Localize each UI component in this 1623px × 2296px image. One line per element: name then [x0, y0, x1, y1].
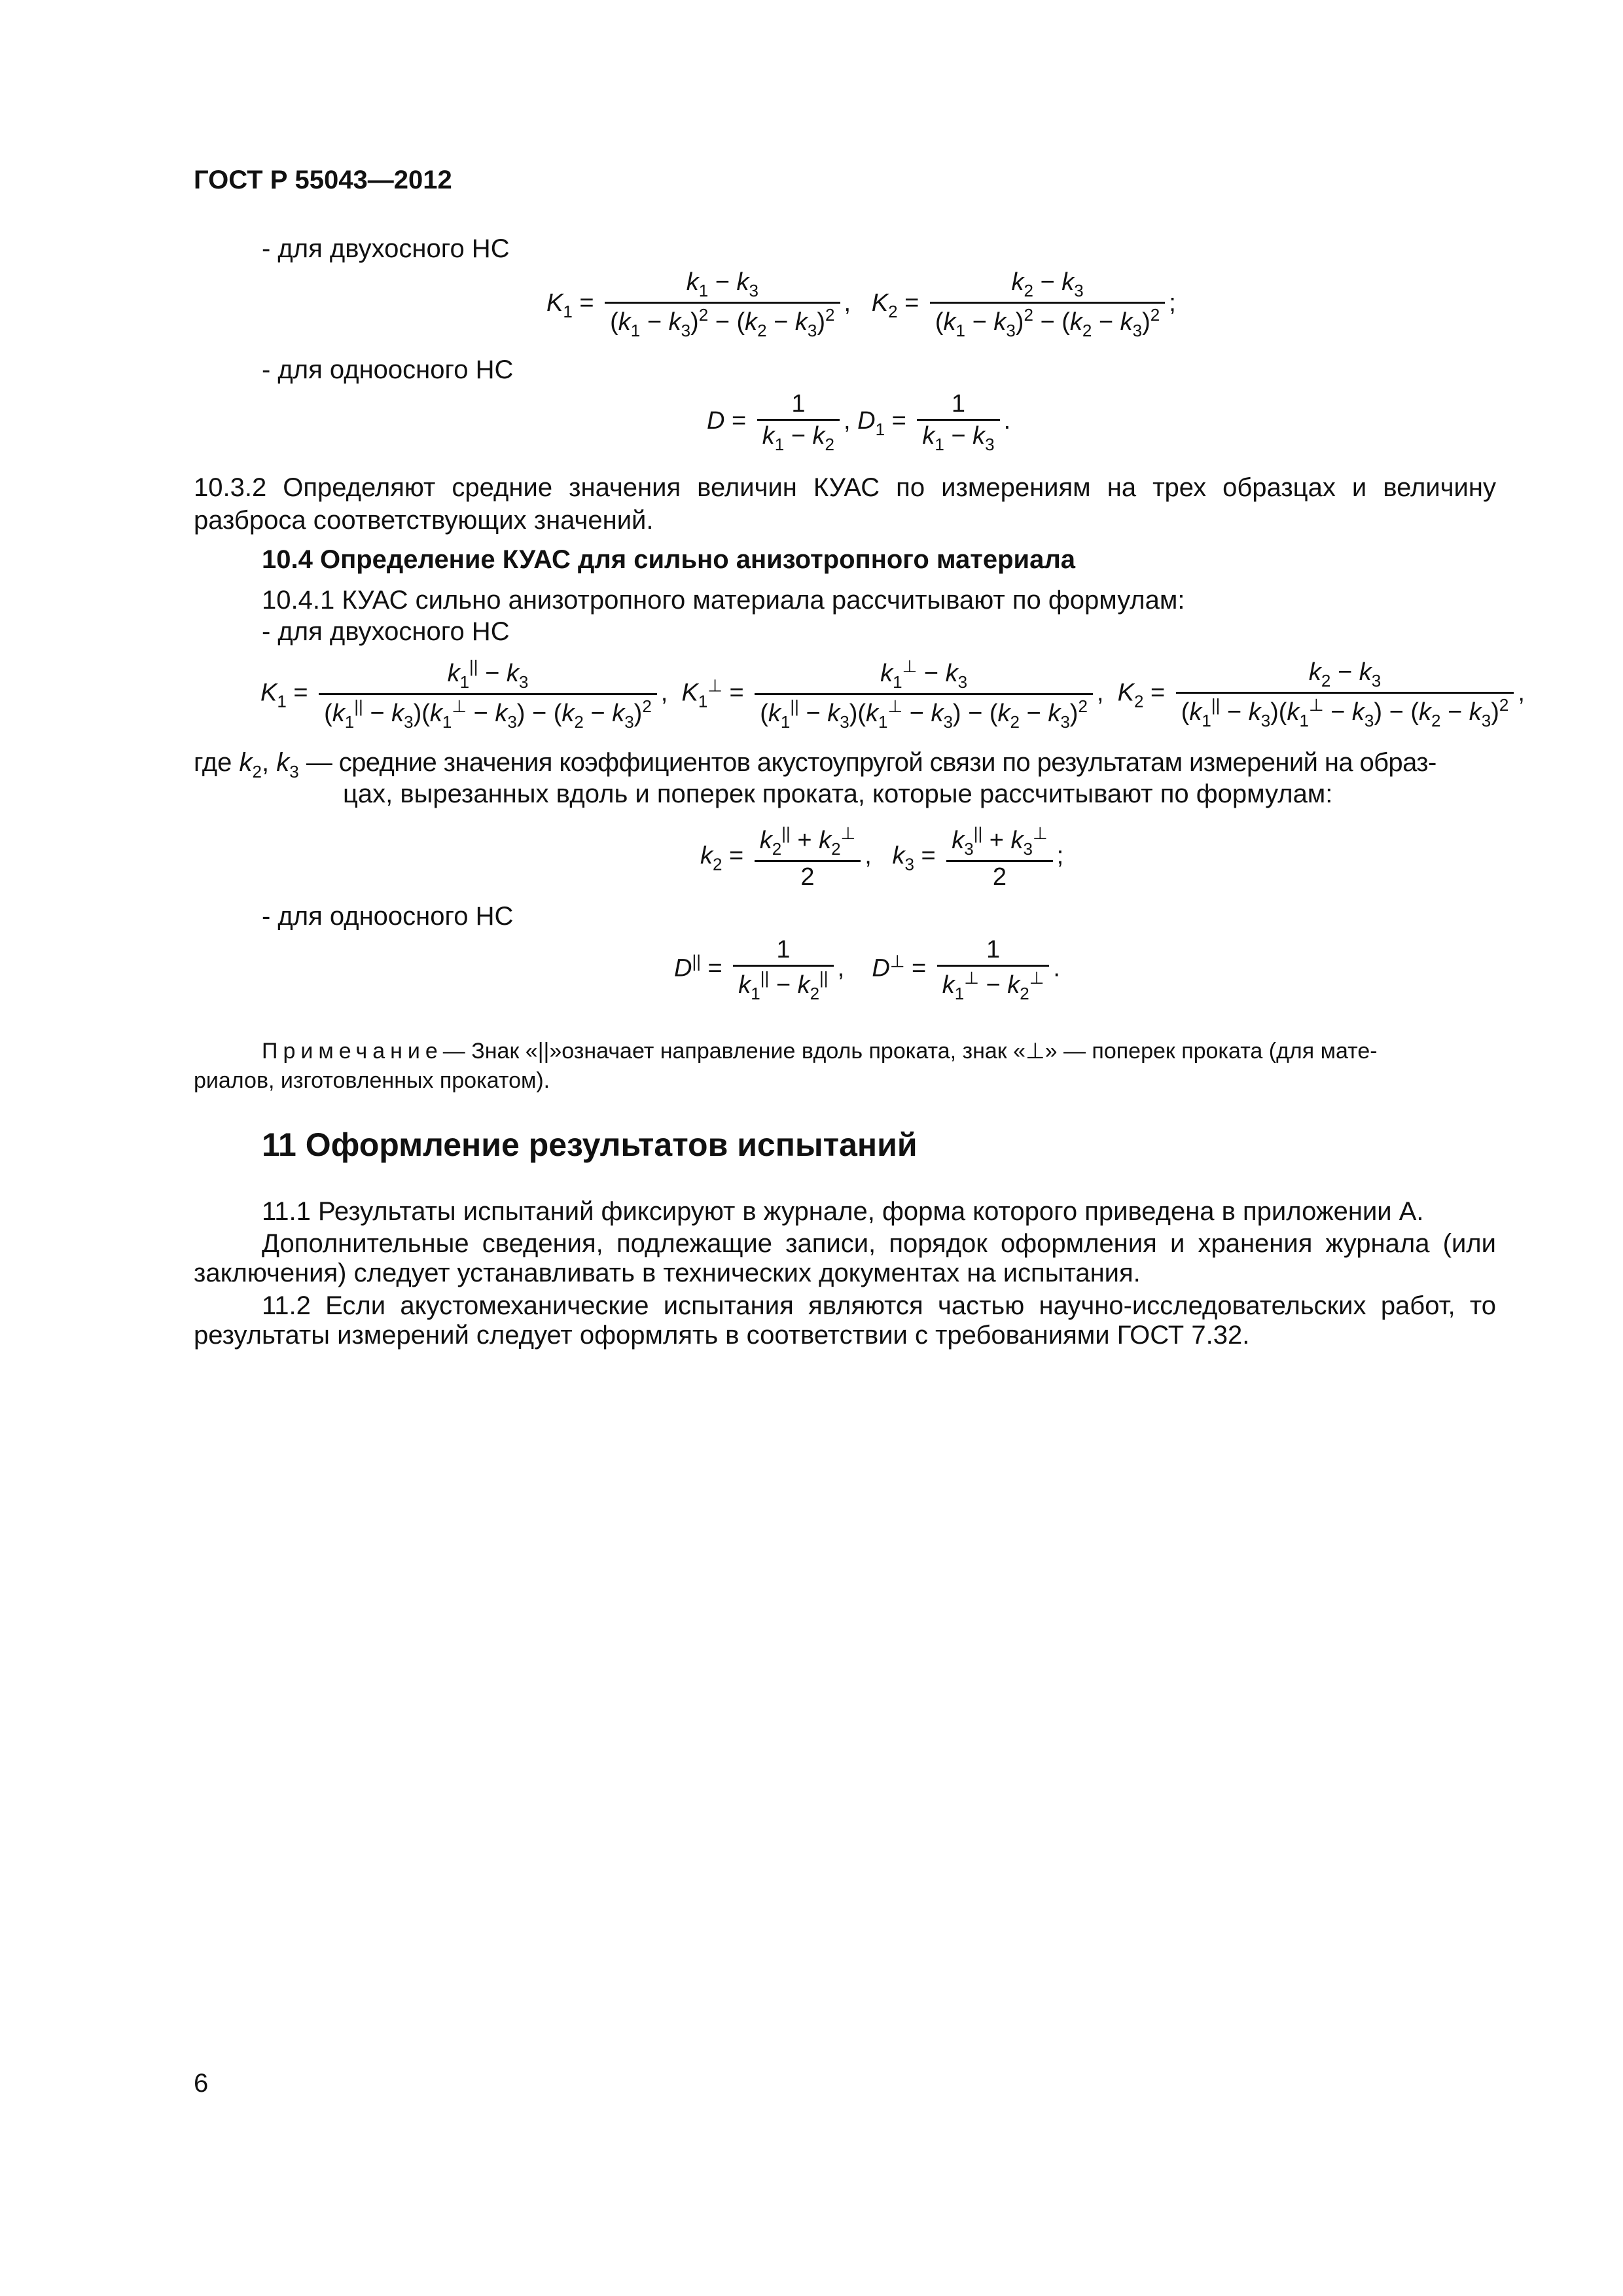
- where-symbols: $k_2$, $k_3$: [239, 748, 299, 781]
- paragraph-10-3-2-line1: 10.3.2 Определяют средние значения величин КУАС по измерениям на трех образцах и величину: [194, 473, 1496, 502]
- paragraph-11-2-line1: 11.2 Если акустомеханические испытания являются частью научно-исследовательских работ, то: [262, 1291, 1496, 1320]
- section-11-title: 11 Оформление результатов испытаний: [262, 1126, 918, 1163]
- where-line2: цах, вырезанных вдоль и поперек проката, которые рассчитывают по формулам:: [343, 780, 1333, 808]
- formula-d-parallel-perpendicular: D|| = $\frac{1}{k_1^{||} - k_2^{||}}$ , D⊥ = $\frac{1}{k_1^\perp - k_2^\perp}$ .: [674, 936, 1060, 1003]
- formula-k1-k2-biaxial: $K_1$ = $\frac{k_1 - k_3}{(k_1 - k_3)^2 - (k_2 - k_3)^2}$ , $K_2$ = $\frac{k_2 - k_3}{(k_1 - k_3)^2 - (k_2 - k_3)^2}$ ;: [546, 268, 1176, 340]
- note-line2: риалов, изготовленных прокатом).: [194, 1068, 550, 1093]
- paragraph-10-4-1: 10.4.1 КУАС сильно анизотропного материала рассчитывают по формулам:: [262, 586, 1185, 615]
- page-number: 6: [194, 2069, 209, 2098]
- formula-anisotropic-k: $K_1$ = $\frac{k_1^{||} - k_3}{(k_1^{||} - k_3)(k_1^\perp - k_3) - (k_2 - k_3)^2}$ , $K_1^\perp$ = $\frac{k_1^\perp - k_3}{(k_1^{||} - k_3)(k_1^\perp - k_3) - (k_2 - k_3)^2}$ , $K_2$ = $\frac{k_2 - k_3}{(k_1^{||} - k_3)(k_1^\perp - k_3) - (k_2 - k_3)^2}$ ,: [260, 656, 1525, 732]
- paragraph-10-3-2-line2: разброса соответствующих значений.: [194, 506, 654, 535]
- label-uniaxial: - для одноосного НС: [262, 355, 514, 384]
- label-biaxial-anisotropic: - для двухосного НС: [262, 617, 510, 646]
- paragraph-11-1-line3: заключения) следует устанавливать в технических документах на испытания.: [194, 1259, 1141, 1287]
- where-text: — средние значения коэффициентов акустоупругой связи по результатам измерений на образ-: [306, 748, 1436, 777]
- note-label: Примечание: [262, 1039, 443, 1064]
- label-biaxial: - для двухосного НС: [262, 234, 510, 263]
- note-line1: [262, 1037, 1378, 1065]
- paragraph-11-2-line2: результаты измерений следует оформлять в соответствии с требованиями ГОСТ 7.32.: [194, 1321, 1250, 1350]
- note-text: — Знак «||»означает направление вдоль проката, знак «⊥» — поперек проката (для мате-: [442, 1039, 1378, 1064]
- formula-d-d1-uniaxial: D = $\frac{1}{k_1 - k_2}$ , $D_1$ = $\frac{1}{k_1 - k_3}$ .: [707, 390, 1011, 454]
- paragraph-11-1-line1: 11.1 Результаты испытаний фиксируют в журнале, форма которого приведена в приложении А.: [262, 1197, 1424, 1226]
- document-header: ГОСТ Р 55043—2012: [194, 166, 452, 194]
- paragraph-11-1-line2: Дополнительные сведения, подлежащие записи, порядок оформления и хранения журнала (или: [262, 1229, 1496, 1258]
- where-prefix: где: [194, 748, 232, 777]
- section-10-4-title: 10.4 Определение КУАС для сильно анизотропного материала: [262, 545, 1076, 574]
- formula-k2-k3-average: $k_2$ = $\frac{k_2^{||} + k_2^\perp}{2}$ , $k_3$ = $\frac{k_3^{||} + k_3^\perp}{2}$ ;: [700, 823, 1064, 891]
- where-line1: [194, 746, 1436, 780]
- label-uniaxial-anisotropic: - для одноосного НС: [262, 902, 514, 931]
